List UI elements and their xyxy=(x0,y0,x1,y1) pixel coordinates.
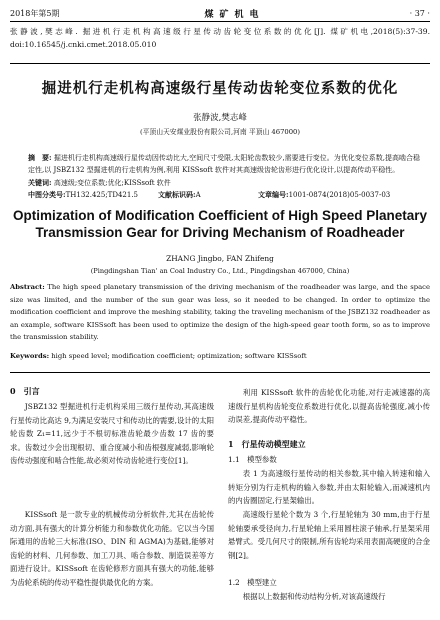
en-title: Optimization of Modification Coefficient of High Speed Planetary Transmission Gear for Driving Mechanism of Roadheader xyxy=(12,208,428,240)
en-affiliation: (Pingdingshan Tian' an Coal Industry Co., Ltd., Pingdingshan 467000, China) xyxy=(90,267,350,275)
right-paragraph-3: 高速级行星轮个数为 3 个,行星轮轴为 30 mm,由于行星轮轴要承受径向力,行星轮轴上采用圆柱滚子轴承,行星架采用悬臂式。受几何尺寸的限制,所有齿轮均采用表面高硬度的合金钢[2]。 xyxy=(228,510,430,560)
subsection-params-heading: 1.1 模型参数 xyxy=(228,455,277,464)
page-number: · 37 · xyxy=(409,8,430,18)
right-paragraph-4: 根据以上数据和传动结构分析,对该高速级行 xyxy=(242,592,386,601)
intro-paragraph-1: JSBZ132 型掘进机行走机构采用三级行星传动,其高速级行星传动比高达 9,为满足安装尺寸和传动比的需要,设计的太阳轮齿数 Z₁=11,远少于不根切标准齿轮最少齿数 17 齿的要求。齿数过少会出现根切、重合度减小和齿根强度减弱,影响轮齿传动强度和啮合性能,故必须对传动齿轮进行变位[1]。 xyxy=(10,402,214,465)
citation-rule xyxy=(10,63,430,64)
issue-label: 2018年第5期 xyxy=(10,8,60,18)
clc-label: 中图分类号: xyxy=(28,190,66,199)
section-intro-heading: 0 引言 xyxy=(10,386,40,396)
cn-meta xyxy=(28,190,428,200)
en-abstract-text: The high speed planetary transmission of the driving mechanism of the roadheader was large, and the space size was limited, and the number of the sun gear was less, so it needed to be changed. In order to optimize the modification coefficient and improve the meshing stability, taking the traveling mechanism of the JSBZ132 roadheader as an example, software KISSsoft has been used to optimize the design of the high-speed gear tooth form, so as to improve the transmission stability. xyxy=(10,283,430,341)
citation: 张静波,樊志峰. 掘进机行走机构高速级行星传动齿轮变位系数的优化[J]. 煤矿机电,2018(5):37-39. doi:10.16545/j.cnki.cmet.2018.05.010 xyxy=(10,27,430,49)
en-abstract xyxy=(10,281,430,344)
en-keywords xyxy=(10,352,430,360)
running-header xyxy=(10,6,430,20)
doc-label: 文献标识码: xyxy=(158,190,196,199)
clc-value: TH132.425;TD421.5 xyxy=(65,191,138,199)
abstract-rule xyxy=(10,372,430,373)
en-authors: ZHANG Jingbo, FAN Zhifeng xyxy=(166,254,274,263)
cn-authors: 张静波,樊志峰 xyxy=(193,113,247,123)
cn-affiliation: (平顶山天安煤业股份有限公司,河南 平顶山 467000) xyxy=(139,128,301,136)
intro-paragraph-2: KISSsoft 是一款专业的机械传动分析软件,尤其在齿轮传动方面,具有强大的计算分析能力和参数优化功能。它以当今国际通用的齿轮三大标准(ISO、DIN 和 AGMA)为基础,能够对齿轮的材料、几何参数、加工刀具、啮合参数、制造误差等方面进行设计。KISSsoft 在齿轮修形方面具有强大的功能,能够为齿轮系统的传动平稳性提供最优化的方案。 xyxy=(10,510,214,587)
journal-name: 煤矿机电 xyxy=(204,9,265,20)
cn-keywords-label: 关键词: xyxy=(28,178,52,187)
subsection-model-heading: 1.2 模型建立 xyxy=(228,578,277,587)
en-keywords-text: high speed level; modification coefficient; optimization; software KISSsoft xyxy=(51,352,307,360)
en-keywords-label: Keywords: xyxy=(10,352,50,360)
doc-value: A xyxy=(195,191,201,199)
en-abstract-label: Abstract: xyxy=(10,283,45,291)
cn-abstract-label: 摘 要: xyxy=(28,153,52,162)
cn-abstract xyxy=(28,152,420,177)
right-paragraph-2: 表 1 为高速级行星传动的相关参数,其中输入转速和输入转矩分别为行走机构的输入参数,并由太阳轮输入,而减速机内的内齿圈固定,行星架输出。 xyxy=(228,469,430,505)
cn-abstract-text: 掘进机行走机构高速级行星传动因传动比大,空间尺寸受限,太阳轮齿数较少,需要进行变位。为优化变位系数,提高啮合稳定性,以 JSBZ132 型掘进机的行走机构为例,利用 KISSsoft 软件对其高速级齿轮齿形进行优化设计,以提高传动平稳性。 xyxy=(28,154,420,175)
article-label: 文章编号: xyxy=(258,190,289,199)
right-paragraph-1: 利用 KISSsoft 软件的齿轮优化功能,对行走减速器的高速级行星机构齿轮变位系数进行优化,以提高齿轮强度,减小传动误差,提高传动平稳性。 xyxy=(228,388,430,424)
article-value: 1001-0874(2018)05-0037-03 xyxy=(288,191,391,199)
section-model-heading: 1 行星传动模型建立 xyxy=(228,439,306,449)
cn-keywords-text: 高速级;变位系数;优化;KISSsoft 软件 xyxy=(53,179,171,187)
cn-keywords xyxy=(28,178,420,188)
header-rule xyxy=(10,21,430,22)
cn-title: 掘进机行走机构高速级行星传动齿轮变位系数的优化 xyxy=(41,80,399,97)
